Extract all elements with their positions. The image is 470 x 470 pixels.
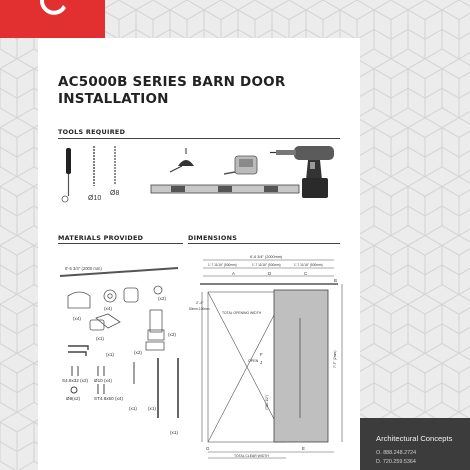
letter-e: E	[302, 446, 305, 451]
pocket-label: (TBD 1/2")	[265, 395, 269, 410]
floor-guide-qty: (x2)	[168, 332, 176, 337]
clamp-qty: (x2)	[134, 350, 142, 355]
screw-small-qty: (x1)	[129, 406, 137, 411]
open-label: OPEN	[248, 359, 259, 363]
title-line-1: AC5000B SERIES BARN DOOR	[58, 74, 286, 90]
drill-bit-2-label: Ø8	[110, 190, 120, 197]
company-name: Architectural Concepts	[376, 434, 453, 443]
opening-width-label: TOTAL OPENING WIDTH	[222, 311, 262, 315]
screw-a-label: S4.8x32 (x2)	[62, 378, 89, 383]
direct-phone: D. 720.259.5364	[376, 459, 416, 465]
side-offset-label: 2'-4"	[196, 301, 204, 305]
letter-g: G	[206, 446, 210, 451]
company-contact-panel	[360, 418, 470, 470]
height-label: 7'-7" (2mm)	[333, 350, 337, 368]
letter-a: A	[232, 271, 235, 276]
washer-label: Ø8(x2)	[66, 396, 81, 401]
drill-bit-1-label: Ø10	[88, 195, 102, 202]
letter-j: J	[260, 360, 263, 365]
dimensions-illustration	[38, 38, 360, 470]
side-offset-sub-label: 50mm-100mm	[189, 307, 210, 311]
letter-d: D	[268, 271, 272, 276]
tools-heading: TOOLS REQUIRED	[58, 128, 126, 136]
letter-c: C	[304, 271, 308, 276]
hex-keys-qty: (x1)	[106, 352, 114, 357]
letter-f: F	[260, 352, 263, 357]
anchor-a-label: Ø10 (x4)	[94, 378, 112, 383]
spacer-qty: (x1)	[148, 406, 156, 411]
clear-width-label: TOTAL CLEAR WIDTH	[234, 454, 269, 458]
title-line-2: INSTALLATION	[58, 91, 169, 107]
office-phone: O. 888.248.2724	[376, 450, 417, 456]
overall-width-label: 6'-6 3/4" (2000mm)	[250, 255, 283, 259]
letter-b: B	[334, 278, 337, 283]
segment-1-label: 1'-7 11/16" (500mm)	[208, 263, 237, 267]
materials-heading: MATERIALS PROVIDED	[58, 234, 144, 242]
instruction-sheet	[38, 38, 360, 470]
handle-qty: (x1)	[170, 430, 178, 435]
segment-3-label: 1'-7 11/16" (500mm)	[294, 263, 323, 267]
screw-b-label: ST4.8x50 (x4)	[94, 396, 123, 401]
segment-2-label: 1'-7 11/16" (500mm)	[252, 263, 281, 267]
brand-logo	[0, 0, 105, 38]
stopper-qty: (x2)	[158, 296, 166, 301]
wheels-qty: (x4)	[104, 306, 112, 311]
rollers-qty: (x4)	[73, 316, 81, 321]
door-panel	[274, 290, 328, 442]
guide-qty: (x1)	[96, 336, 104, 341]
dimensions-heading: DIMENSIONS	[188, 234, 238, 242]
rail-length-label: 6'-6 3/4" (2000 mm)	[65, 266, 102, 271]
